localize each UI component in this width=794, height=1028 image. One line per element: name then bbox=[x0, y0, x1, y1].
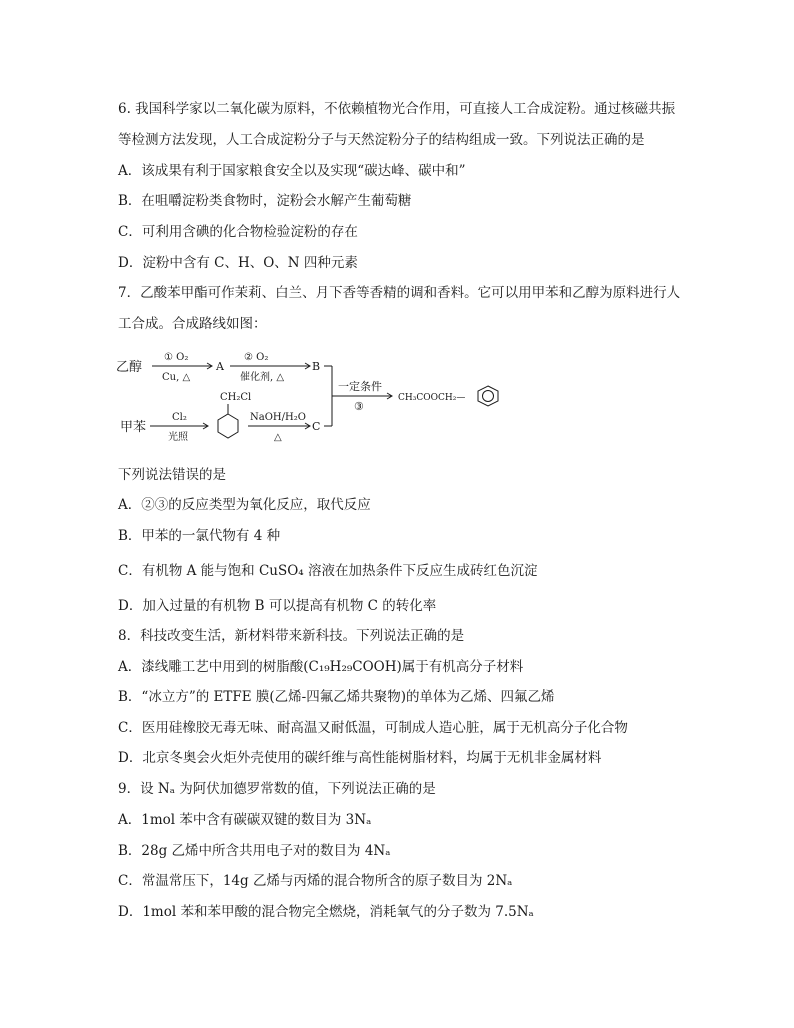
q7-stem-line1: 7．乙酸苯甲酯可作茉莉、白兰、月下香等香精的调和香料。它可以用甲苯和乙醇为原料进行人 bbox=[118, 285, 681, 301]
product-formula: CH₃COOCH₂— bbox=[398, 393, 466, 403]
naoh-condition: △ bbox=[274, 432, 282, 443]
q8-option-a: A．漆线雕工艺中用到的树脂酸(C₁₉H₂₉COOH)属于有机高分子材料 bbox=[118, 659, 524, 675]
q7-option-a: A．②③的反应类型为氧化反应，取代反应 bbox=[118, 497, 371, 513]
step1-reagent: ① O₂ bbox=[164, 352, 189, 363]
compound-c: C bbox=[312, 420, 321, 433]
q7-option-d: D．加入过量的有机物 B 可以提高有机物 C 的转化率 bbox=[118, 598, 437, 614]
q6-option-a: A．该成果有利于国家粮食安全以及实现“碳达峰、碳中和” bbox=[118, 163, 466, 179]
synthesis-route-diagram bbox=[112, 338, 532, 446]
q7-option-c: C．有机物 A 能与饱和 CuSO₄ 溶液在加热条件下反应生成砖红色沉淀 bbox=[118, 563, 538, 579]
q8-option-c: C．医用硅橡胶无毒无味、耐高温又耐低温，可制成人造心脏，属于无机高分子化合物 bbox=[118, 720, 628, 736]
q6-option-d: D．淀粉中含有 C、H、O、N 四种元素 bbox=[118, 255, 358, 271]
q9-option-a: A．1mol 苯中含有碳碳双键的数目为 3Nₐ bbox=[118, 812, 372, 828]
q7-stem-line2: 工合成。合成路线如图： bbox=[118, 316, 267, 332]
step2-condition: 催化剂, △ bbox=[240, 372, 285, 383]
step3-condition: 一定条件 bbox=[338, 380, 382, 393]
step3-label: ③ bbox=[354, 400, 364, 413]
toluene-label: 甲苯 bbox=[120, 420, 147, 435]
q8-stem: 8．科技改变生活，新材料带来新科技。下列说法正确的是 bbox=[118, 628, 465, 644]
step2-reagent: ② O₂ bbox=[244, 352, 269, 363]
ethanol-label: 乙醇 bbox=[116, 360, 143, 375]
q9-option-c: C．常温常压下，14g 乙烯与丙烯的混合物所含的原子数目为 2Nₐ bbox=[118, 873, 513, 889]
q6-option-b: B．在咀嚼淀粉类食物时，淀粉会水解产生葡萄糖 bbox=[118, 193, 412, 209]
q9-option-b: B．28g 乙烯中所含共用电子对的数目为 4Nₐ bbox=[118, 843, 391, 859]
q7-question: 下列说法错误的是 bbox=[118, 467, 226, 483]
q6-option-c: C．可利用含碘的化合物检验淀粉的存在 bbox=[118, 224, 358, 240]
benzyl-chloride-group: CH₂Cl bbox=[220, 392, 252, 403]
q9-option-d: D．1mol 苯和苯甲酸的混合物完全燃烧，消耗氧气的分子数为 7.5Nₐ bbox=[118, 904, 534, 920]
q7-option-b: B．甲苯的一氯代物有 4 种 bbox=[118, 528, 281, 544]
q6-stem-line1: 6. 我国科学家以二氧化碳为原料，不依赖植物光合作用，可直接人工合成淀粉。通过核磁共振 bbox=[118, 101, 676, 117]
q8-option-b: B．“冰立方”的 ETFE 膜(乙烯-四氟乙烯共聚物)的单体为乙烯、四氟乙烯 bbox=[118, 689, 555, 705]
naoh-reagent: NaOH/H₂O bbox=[250, 412, 306, 423]
step1-condition: Cu, △ bbox=[162, 372, 191, 383]
q6-stem-line2: 等检测方法发现，人工合成淀粉分子与天然淀粉分子的结构组成一致。下列说法正确的是 bbox=[118, 132, 645, 148]
q8-option-d: D．北京冬奥会火炬外壳使用的碳纤维与高性能树脂材料，均属于无机非金属材料 bbox=[118, 750, 602, 766]
chlorine-reagent: Cl₂ bbox=[172, 412, 187, 423]
compound-b: B bbox=[312, 360, 321, 373]
q9-stem: 9．设 Nₐ 为阿伏加德罗常数的值，下列说法正确的是 bbox=[118, 781, 436, 797]
compound-a: A bbox=[216, 360, 224, 373]
light-condition: 光照 bbox=[168, 432, 188, 443]
